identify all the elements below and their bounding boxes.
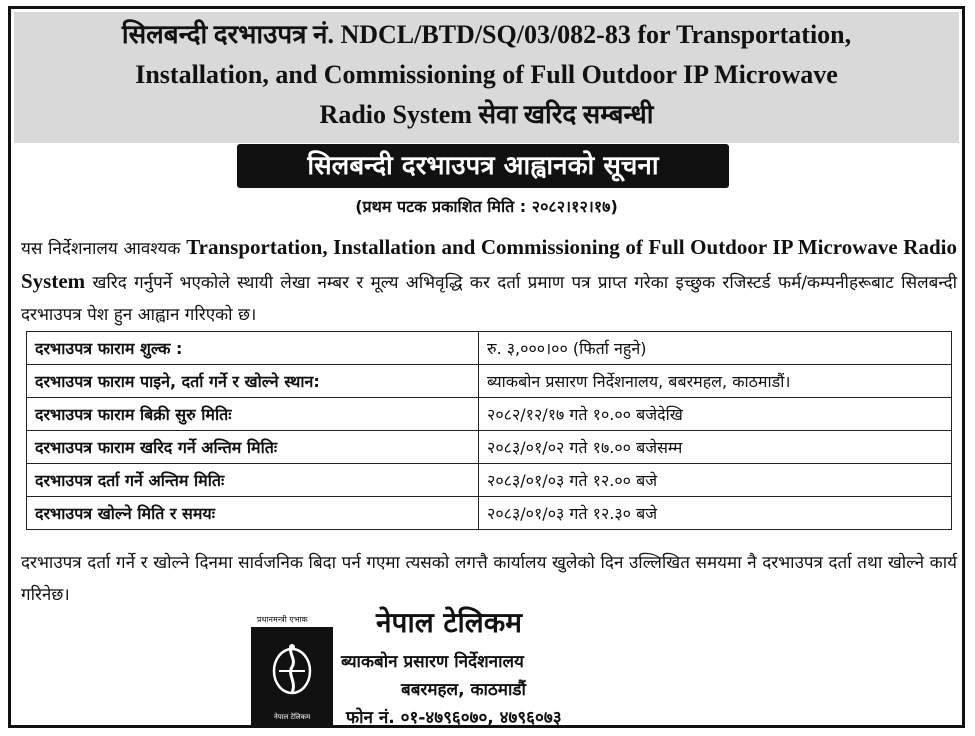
nepal-telecom-logo-icon [251, 627, 333, 725]
logo-caption: प्रधानमन्त्री एभाक [257, 615, 308, 624]
org-phone: फोन नं. ०१-४७९६०७०, ४७९६०७३ [346, 708, 562, 728]
notice-title: सिलबन्दी दरभाउपत्र आह्वानको सूचना [237, 144, 729, 188]
logo-label: नेपाल टेलिकम [273, 713, 311, 721]
intro-prefix: यस निर्देशनालय आवश्यक [21, 239, 187, 259]
table-label: दरभाउपत्र फाराम पाइने, दर्ता गर्ने र खोल्ने स्थान: [27, 365, 479, 398]
directorate-name: ब्याकबोन प्रसारण निर्देशनालय [341, 652, 524, 672]
table-row [27, 398, 952, 431]
intro-bold-service: Transportation, Installation and Commissioning of Full Outdoor IP Microwave Radio System [21, 235, 957, 293]
table-value: २०८३/०१/०२ गते १७.०० बजेसम्म [479, 431, 952, 464]
table-value: २०८३/०१/०३ गते १२.३० बजे [479, 497, 952, 530]
info-table [26, 331, 952, 530]
intro-suffix: खरिद गर्नुपर्ने भएकोले स्थायी लेखा नम्बर र मूल्य अभिवृद्धि कर दर्ता प्रमाण पत्र प्राप्त गरेका इच्छुक रजिस्टर्ड फर्म/कम्पनीहरूबाट सिलबन्दी दरभाउपत्र पेश हुन आह्वान गरिएको छ। [21, 273, 957, 325]
intro-paragraph [21, 231, 957, 331]
table-value: ब्याकबोन प्रसारण निर्देशनालय, बबरमहल, काठमाडौं। [479, 365, 952, 398]
org-address: बबरमहल, काठमाडौं [401, 680, 526, 700]
header-band [14, 12, 959, 143]
table-row [27, 497, 952, 530]
table-label: दरभाउपत्र फाराम बिक्री सुरु मितिः [27, 398, 479, 431]
logo-emblem-icon [265, 635, 319, 707]
table-label: दरभाउपत्र फाराम शुल्क : [27, 332, 479, 365]
org-name: नेपाल टेलिकम [376, 606, 523, 639]
table-row [27, 365, 952, 398]
table-value: रु. ३,०००।०० (फिर्ता नहुने) [479, 332, 952, 365]
table-row [27, 464, 952, 497]
header-line-1: सिलबन्दी दरभाउपत्र नं. NDCL/BTD/SQ/03/082-83 for Transportation, [121, 20, 852, 49]
table-label: दरभाउपत्र दर्ता गर्ने अन्तिम मितिः [27, 464, 479, 497]
publication-date: (प्रथम पटक प्रकाशित मिति : २०८२।१२।१७) [355, 197, 618, 216]
header-line-2: Installation, and Commissioning of Full Outdoor IP Microwave [135, 60, 838, 89]
notice-frame [8, 6, 965, 728]
header-line-3: Radio System सेवा खरिद सम्बन्धी [319, 100, 654, 129]
table-value: २०८३/०१/०३ गते १२.०० बजे [479, 464, 952, 497]
table-label: दरभाउपत्र फाराम खरिद गर्ने अन्तिम मितिः [27, 431, 479, 464]
table-value: २०८२/१२/१७ गते १०.०० बजेदेखि [479, 398, 952, 431]
closing-paragraph: दरभाउपत्र दर्ता गर्ने र खोल्ने दिनमा सार्वजनिक बिदा पर्न गएमा त्यसको लगत्तै कार्यालय खुलेको दिन उल्लिखित समयमा नै दरभाउपत्र दर्ता तथा खोल्ने कार्य गरिनेछ। [21, 553, 957, 605]
table-row [27, 431, 952, 464]
table-label: दरभाउपत्र खोल्ने मिति र समयः [27, 497, 479, 530]
table-row [27, 332, 952, 365]
